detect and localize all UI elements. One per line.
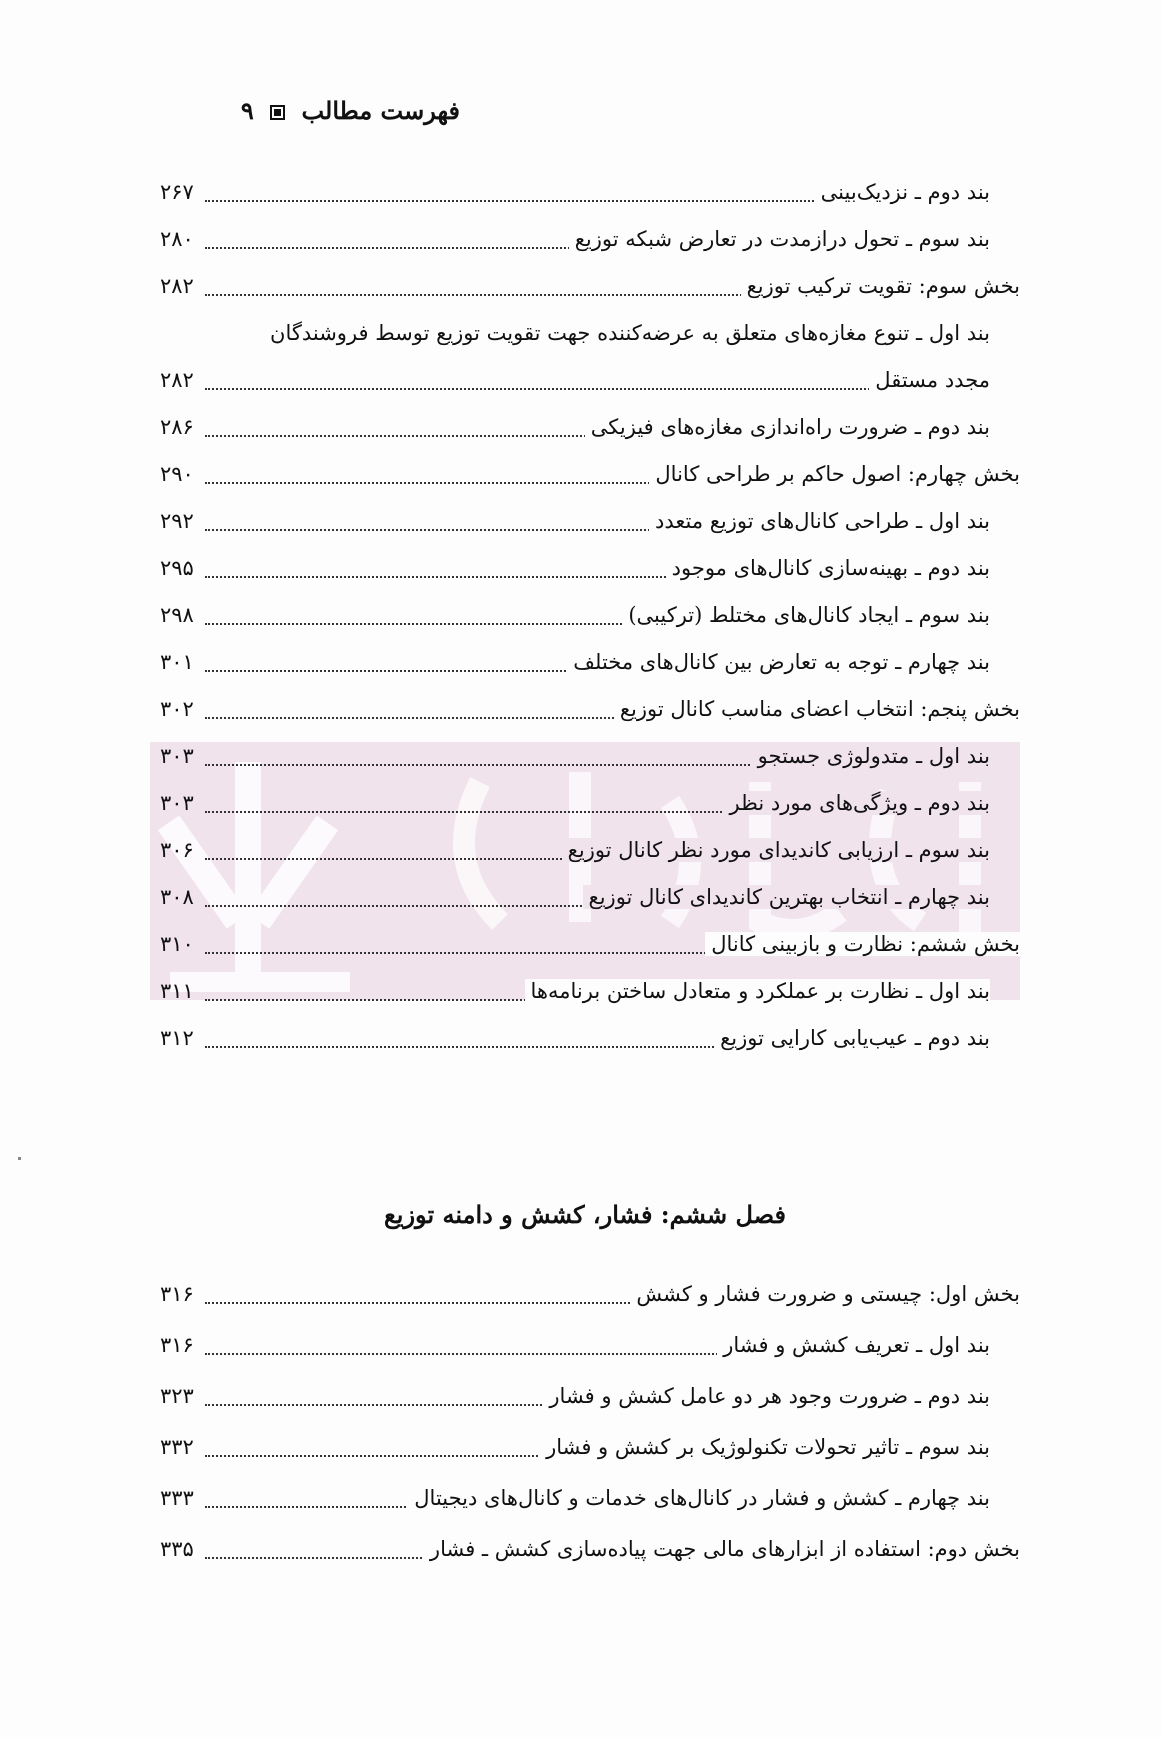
toc-entry [150, 368, 1020, 408]
scan-speck [18, 1157, 21, 1160]
toc-entry-title: بند چهارم ـ انتخاب بهترین کاندیدای کانال توزیع [583, 885, 990, 909]
toc-entry-title: بند دوم ـ ضرورت راه‌اندازی مغازه‌های فیزیکی [585, 415, 990, 439]
toc-entry-title: بند اول ـ تنوع مغازه‌های متعلق به عرضه‌کننده جهت تقویت توزیع توسط فروشندگان [270, 321, 990, 345]
toc-entry [150, 744, 1020, 784]
toc-page-number: ۳۳۳ [160, 1486, 194, 1510]
toc-entry [150, 1282, 1020, 1322]
toc-entry-title: بند سوم ـ تاثیر تحولات تکنولوژیک بر کشش و فشار [540, 1435, 990, 1459]
toc-entry [150, 1384, 1020, 1424]
toc-entry [150, 274, 1020, 314]
toc-page-number: ۲۸۰ [160, 227, 194, 251]
toc-entry-title: بخش دوم: استفاده از ابزارهای مالی جهت پیاده‌سازی کشش ـ فشار [424, 1537, 1020, 1561]
toc-entry [150, 1026, 1020, 1066]
toc-entry [150, 415, 1020, 455]
toc-entry-title: بند سوم ـ ایجاد کانال‌های مختلط (ترکیبی) [622, 603, 990, 627]
toc-entry-title: بند اول ـ طراحی کانال‌های توزیع متعدد [649, 509, 990, 533]
toc-page-number: ۲۸۲ [160, 368, 194, 392]
toc-page-number: ۳۲۳ [160, 1384, 194, 1408]
toc-entry-title: بند دوم ـ بهینه‌سازی کانال‌های موجود [666, 556, 990, 580]
toc-entry [150, 1333, 1020, 1373]
toc-entry [150, 697, 1020, 737]
toc-entry [150, 180, 1020, 220]
toc-page-number: ۳۱۲ [160, 1026, 194, 1050]
toc-entry-title: مجدد مستقل [869, 368, 990, 392]
toc-page-number: ۲۹۸ [160, 603, 194, 627]
toc-entry-title: بند دوم ـ ویژگی‌های مورد نظر [724, 791, 990, 815]
toc-page-number: ۳۱۶ [160, 1333, 194, 1357]
toc-entry [150, 650, 1020, 690]
toc-page-number: ۳۱۱ [160, 979, 194, 1003]
toc-entry [150, 838, 1020, 878]
toc-entry-title: بند اول ـ تعریف کشش و فشار [717, 1333, 990, 1357]
toc-entry [150, 1486, 1020, 1526]
toc-entry-title: بند سوم ـ تحول درازمدت در تعارض شبکه توزیع [569, 227, 990, 251]
toc-page-number: ۳۰۲ [160, 697, 194, 721]
toc-entry-title: بخش اول: چیستی و ضرورت فشار و کشش [630, 1282, 1020, 1306]
toc-entry-title: بخش چهارم: اصول حاکم بر طراحی کانال [649, 462, 1020, 486]
toc-entry [150, 509, 1020, 549]
toc-page-number: ۲۸۲ [160, 274, 194, 298]
toc-entry-title: بند اول ـ متدولوژی جستجو [752, 744, 990, 768]
toc-page-number: ۳۰۱ [160, 650, 194, 674]
toc-entry [150, 603, 1020, 643]
toc-page-number: ۲۹۲ [160, 509, 194, 533]
toc-page-number: ۳۱۰ [160, 932, 194, 956]
toc-entry-title: بخش پنجم: انتخاب اعضای مناسب کانال توزیع [614, 697, 1020, 721]
toc-entry-title: بند چهارم ـ توجه به تعارض بین کانال‌های مختلف [567, 650, 990, 674]
toc-page-number: ۳۰۶ [160, 838, 194, 862]
toc-entry [150, 1435, 1020, 1475]
toc-page-number: ۳۳۲ [160, 1435, 194, 1459]
running-head [150, 96, 460, 136]
toc-page-number: ۲۶۷ [160, 180, 194, 204]
toc-entry-title: بند دوم ـ ضرورت وجود هر دو عامل کشش و فشار [543, 1384, 990, 1408]
toc-page-number: ۳۱۶ [160, 1282, 194, 1306]
dot-leader [205, 388, 965, 390]
toc-entry [150, 932, 1020, 972]
toc-entry [150, 979, 1020, 1019]
toc-page-number: ۳۰۳ [160, 744, 194, 768]
toc-page-number: ۲۹۵ [160, 556, 194, 580]
chapter-heading: فصل ششم: فشار، کشش و دامنه توزیع [384, 1200, 786, 1229]
running-head-title: فهرست مطالب [301, 96, 460, 125]
square-bullet-icon [270, 105, 285, 120]
toc-entry-title: بند چهارم ـ کشش و فشار در کانال‌های خدمات و کانال‌های دیجیتال [408, 1486, 990, 1510]
toc-entry [150, 462, 1020, 502]
toc-page-number: ۳۰۸ [160, 885, 194, 909]
toc-entry [150, 556, 1020, 596]
toc-entry [150, 791, 1020, 831]
toc-page-number: ۳۰۳ [160, 791, 194, 815]
toc-entry [150, 1537, 1020, 1577]
toc-page-number: ۲۸۶ [160, 415, 194, 439]
toc-page-number: ۳۳۵ [160, 1537, 194, 1561]
toc-entry-title: بند اول ـ نظارت بر عملکرد و متعادل ساختن برنامه‌ها [525, 979, 990, 1003]
toc-entry [150, 885, 1020, 925]
toc-entry-title: بخش ششم: نظارت و بازبینی کانال [705, 932, 1020, 956]
toc-entry-title: بند سوم ـ ارزیابی کاندیدای مورد نظر کانال توزیع [562, 838, 990, 862]
toc-entry-wrapped [150, 321, 1020, 361]
running-head-page-number: ۹ [240, 96, 254, 125]
toc-entry [150, 227, 1020, 267]
toc-page-number: ۲۹۰ [160, 462, 194, 486]
toc-entry-title: بخش سوم: تقویت ترکیب توزیع [741, 274, 1020, 298]
toc-entry-title: بند دوم ـ نزدیک‌بینی [815, 180, 990, 204]
toc-entry-title: بند دوم ـ عیب‌یابی کارایی توزیع [714, 1026, 990, 1050]
